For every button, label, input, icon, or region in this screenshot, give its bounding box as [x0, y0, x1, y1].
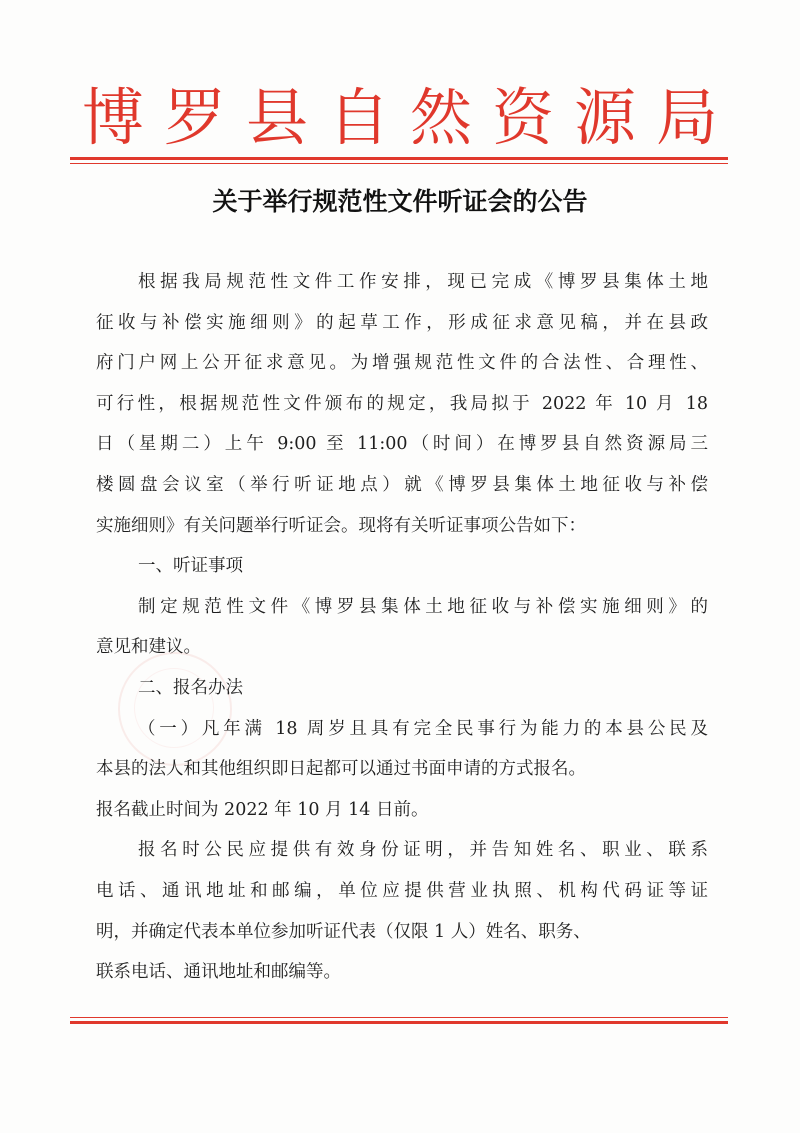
- masthead-char: 罗: [163, 81, 226, 154]
- header-rule-thin: [70, 163, 728, 164]
- masthead-char: 资: [491, 81, 554, 154]
- masthead-char: 局: [655, 81, 718, 154]
- paragraph-line: 根据我局规范性文件工作安排，现已完成《博罗县集体土地: [138, 272, 708, 292]
- footer-rule-thin: [70, 1017, 728, 1018]
- section-heading: 一、听证事项: [138, 556, 243, 577]
- paragraph-line: 报名时公民应提供有效身份证明，并告知姓名、职业、联系: [138, 840, 708, 861]
- masthead-char: 自: [327, 81, 390, 154]
- paragraph-line: 征收与补偿实施细则》的起草工作，形成征求意见稿，并在县政: [96, 312, 708, 333]
- masthead-char: 博: [81, 81, 144, 154]
- document-title: 关于举行规范性文件听证会的公告: [212, 187, 588, 216]
- masthead-char: 源: [573, 81, 636, 154]
- header-rule-thick: [70, 157, 728, 160]
- footer-rule-thick: [70, 1021, 728, 1024]
- masthead-title: [70, 78, 730, 158]
- paragraph-line: 本县的法人和其他组织即日起都可以通过书面申请的方式报名。: [96, 759, 586, 780]
- document-body: [96, 262, 708, 993]
- paragraph-line: 联系电话、通讯地址和邮编等。: [96, 962, 341, 983]
- paragraph-line: （一）凡年满 18 周岁且具有完全民事行为能力的本县公民及: [138, 718, 708, 739]
- paragraph-line: 制定规范性文件《博罗县集体土地征收与补偿实施细则》的: [138, 596, 708, 617]
- masthead-char: 然: [409, 81, 472, 154]
- paragraph-line: 府门户网上公开征求意见。为增强规范性文件的合法性、合理性、: [96, 353, 708, 374]
- paragraph-line: 日（星期二）上午 9:00 至 11:00（时间）在博罗县自然资源局三: [96, 434, 708, 455]
- paragraph-line: 实施细则》有关问题举行听证会。现将有关听证事项公告如下：: [96, 515, 586, 536]
- paragraph-line: 可行性，根据规范性文件颁布的规定，我局拟于 2022 年 10 月 18: [96, 393, 708, 414]
- paragraph-line: 明，并确定代表本单位参加听证代表（仅限 1 人）姓名、职务、: [96, 921, 591, 942]
- masthead-char: 县: [245, 81, 308, 154]
- paragraph-line: 电话、通讯地址和邮编，单位应提供营业执照、机构代码证等证: [96, 880, 708, 901]
- section-heading: 二、报名办法: [138, 677, 243, 698]
- paragraph-line: 意见和建议。: [96, 637, 201, 658]
- paragraph-line: 报名截止时间为 2022 年 10 月 14 日前。: [96, 799, 429, 820]
- paragraph-line: 楼圆盘会议室（举行听证地点）就《博罗县集体土地征收与补偿: [96, 474, 708, 495]
